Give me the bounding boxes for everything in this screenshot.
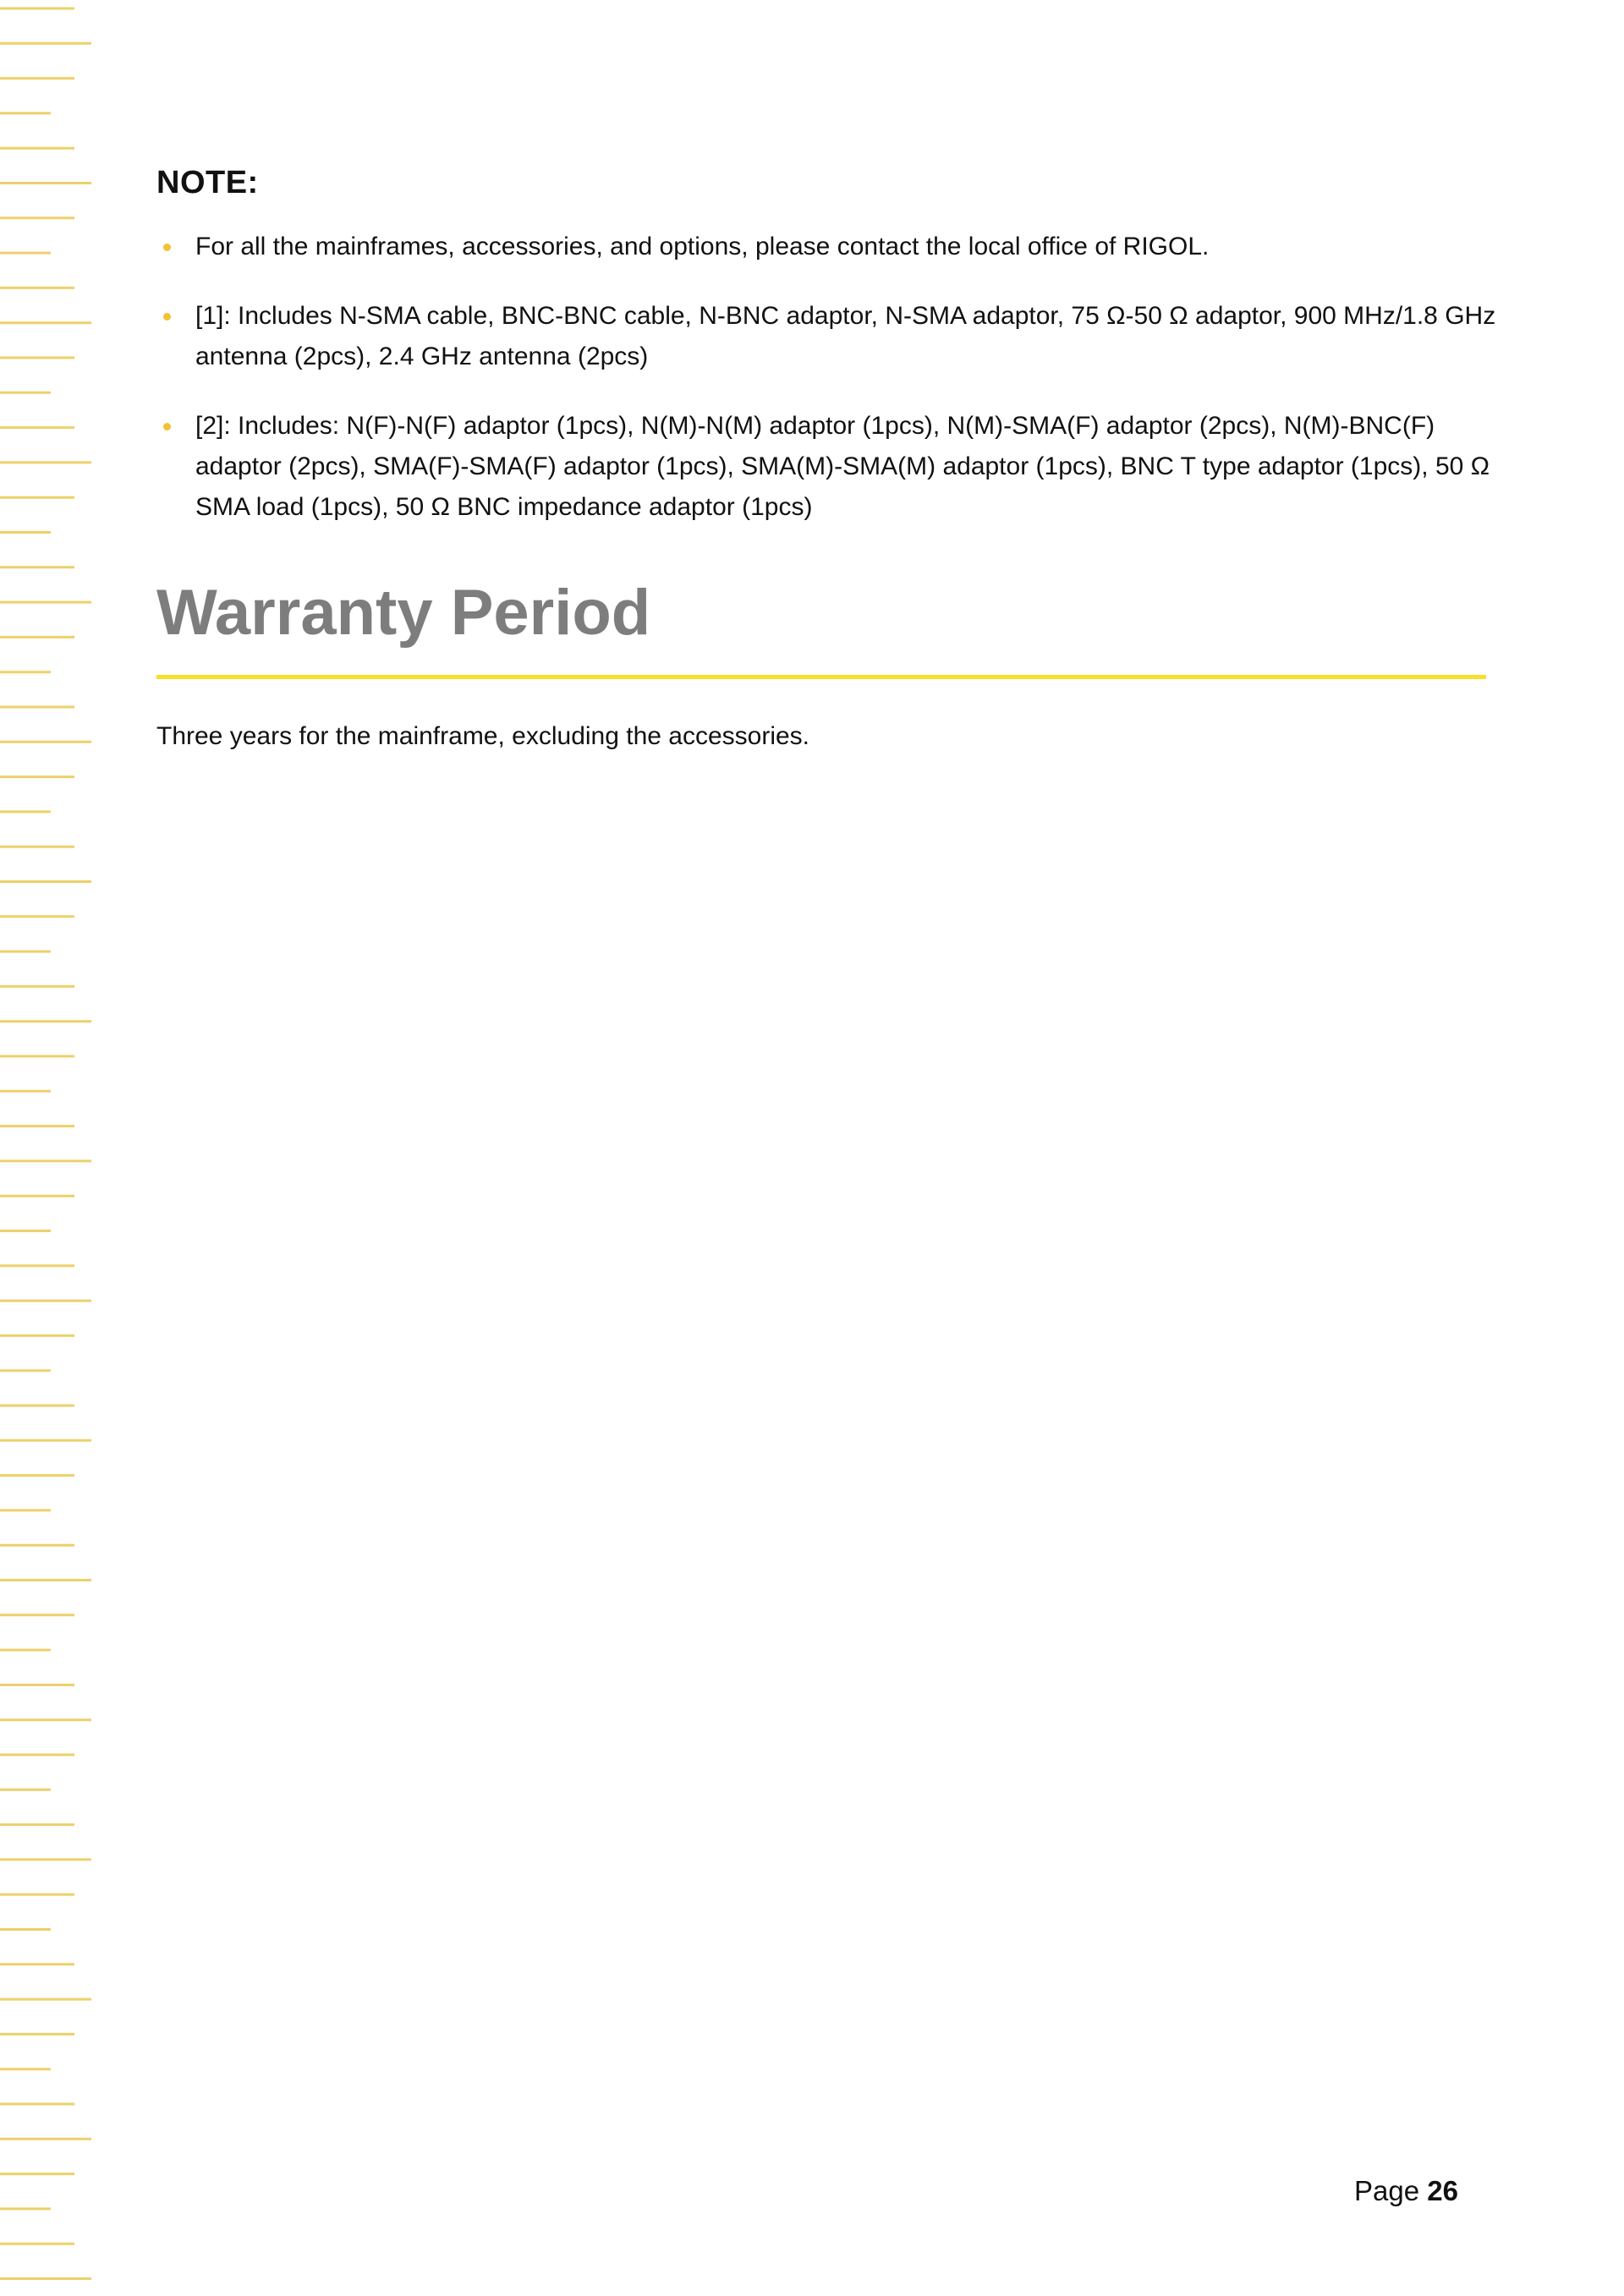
- bullet-icon: [163, 423, 171, 430]
- margin-lines-graphic: [0, 0, 102, 2296]
- bullet-icon: [163, 244, 171, 251]
- note-item-text: For all the mainframes, accessories, and options, please contact the local office of RIGOL.: [195, 233, 1210, 260]
- warranty-text: Three years for the mainframe, excluding the accessories.: [156, 722, 810, 750]
- margin-decoration: [0, 0, 102, 2296]
- note-item: [156, 296, 1515, 377]
- section-heading: Warranty Period: [156, 577, 651, 649]
- page-content: [156, 165, 1496, 781]
- note-heading: NOTE:: [156, 165, 259, 200]
- page-label: Page: [1354, 2175, 1420, 2206]
- section-divider: [156, 675, 1486, 679]
- page-number: [1354, 2175, 1458, 2207]
- page-number-value: 26: [1427, 2175, 1458, 2206]
- note-item-text: [2]: Includes: N(F)-N(F) adaptor (1pcs), N(M)-N(M) adaptor (1pcs), N(M)-SMA(F) adaptor (2pcs), N(M)-BNC(F) adaptor (2pcs), SMA(F)-SMA(F) adaptor (1pcs), SMA(M)-SMA(M) adaptor (1pcs), BNC T type adaptor (1pcs), 50 Ω SMA load (1pcs), 50 Ω BNC impedance adaptor (1pcs): [195, 412, 1490, 521]
- note-item: [156, 227, 1515, 267]
- note-item-text: [1]: Includes N-SMA cable, BNC-BNC cable, N-BNC adaptor, N-SMA adaptor, 75 Ω-50 Ω adaptor, 900 MHz/1.8 GHz antenna (2pcs), 2.4 GHz antenna (2pcs): [195, 302, 1496, 370]
- note-item: [156, 406, 1515, 528]
- bullet-icon: [163, 313, 171, 321]
- note-list: [156, 227, 1496, 528]
